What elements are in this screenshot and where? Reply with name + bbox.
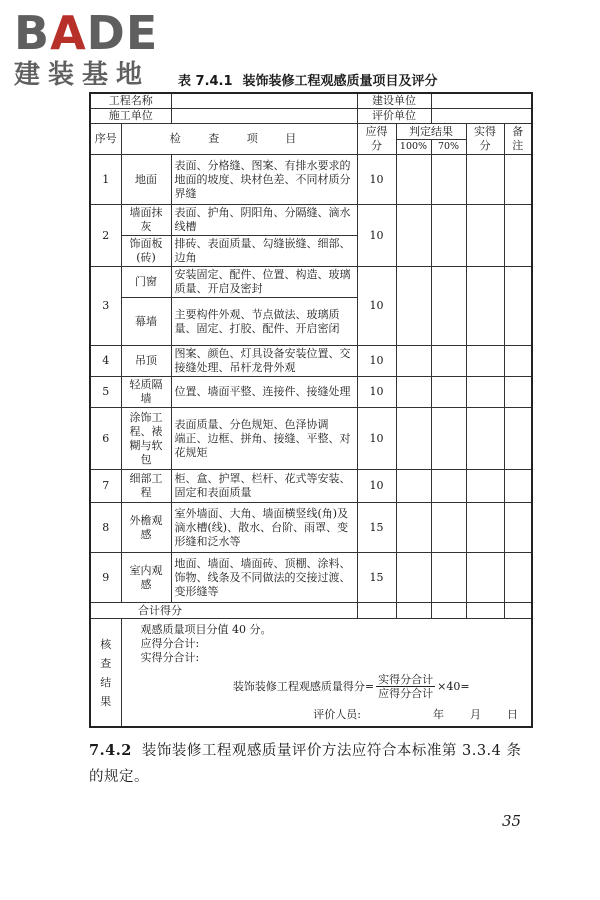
project-name-label: 工程名称 [90,93,171,109]
cell-note[interactable] [504,346,532,377]
header-note: 备注 [504,124,532,155]
header-100: 100% [396,140,431,155]
cell-100[interactable] [396,503,431,553]
row-seq: 6 [90,408,121,470]
cell-70[interactable] [431,205,466,267]
total-label: 合计得分 [90,603,357,619]
check-label: 核查结果 [90,619,121,728]
cell-actual[interactable] [466,377,504,408]
cell-actual[interactable] [466,408,504,470]
row-desc: 排砖、表面质量、勾缝嵌缝、细部、边角 [171,236,357,267]
formula-denominator: 应得分合计 [378,687,434,700]
row-seq: 8 [90,503,121,553]
cell-70[interactable] [431,267,466,346]
table-title [178,70,438,89]
cell-100[interactable] [396,205,431,267]
total-score[interactable] [357,603,396,619]
row-name: 墙面抹灰 [121,205,171,236]
evaluator-unit-label: 评价单位 [357,109,431,124]
row-name: 门窗 [121,267,171,298]
row-name: 涂饰工程、裱糊与软包 [121,408,171,470]
total-70[interactable] [431,603,466,619]
contractor-value[interactable] [171,109,357,124]
row-name: 饰面板(砖) [121,236,171,267]
row-score: 15 [357,503,396,553]
formula-prefix: 装饰装修工程观感质量得分= [232,679,375,693]
quality-evaluation-table [89,92,533,728]
row-seq: 4 [90,346,121,377]
row-name: 地面 [121,155,171,205]
total-note[interactable] [504,603,532,619]
total-100[interactable] [396,603,431,619]
builder-label: 建设单位 [357,93,431,109]
year-label: 年 [433,708,444,721]
cell-actual[interactable] [466,553,504,603]
row-seq: 7 [90,470,121,503]
cell-note[interactable] [504,205,532,267]
header-70: 70% [431,140,466,155]
cell-70[interactable] [431,155,466,205]
logo-subtitle: 建装基地 [14,60,151,90]
cell-100[interactable] [396,267,431,346]
row-desc: 室外墙面、大角、墙面横竖线(角)及滴水槽(线)、散水、台阶、雨罩、变形缝和泛水等 [171,503,357,553]
page-number: 35 [502,812,522,830]
row-seq: 1 [90,155,121,205]
table-row [90,205,532,236]
evaluator-label: 评价人员: [313,708,361,721]
table-row [90,503,532,553]
cell-100[interactable] [396,408,431,470]
row-seq: 9 [90,553,121,603]
cell-70[interactable] [431,503,466,553]
logo-wordmark: BADE [14,6,159,60]
row-name: 外檐观感 [121,503,171,553]
check-content [121,619,532,728]
table-row [90,470,532,503]
cell-100[interactable] [396,377,431,408]
row-name: 细部工程 [121,470,171,503]
day-label: 日 [507,708,518,721]
table-row [90,346,532,377]
row-seq: 5 [90,377,121,408]
row-desc: 位置、墙面平整、连接件、接缝处理 [171,377,357,408]
row-desc: 柜、盒、护罩、栏杆、花式等安装、固定和表面质量 [171,470,357,503]
row-name: 室内观感 [121,553,171,603]
header-judge: 判定结果 [396,124,466,140]
table-caption: 装饰装修工程观感质量项目及评分 [242,74,438,89]
header-item: 检 查 项 目 [121,124,357,155]
cell-note[interactable] [504,503,532,553]
row-desc [171,408,357,470]
cell-70[interactable] [431,470,466,503]
row-desc: 安装固定、配件、位置、构造、玻璃质量、开启及密封 [171,267,357,298]
cell-actual[interactable] [466,503,504,553]
row-score: 15 [357,553,396,603]
cell-note[interactable] [504,470,532,503]
cell-100[interactable] [396,155,431,205]
row-score: 10 [357,470,396,503]
cell-100[interactable] [396,470,431,503]
cell-actual[interactable] [466,470,504,503]
total-row [90,603,532,619]
cell-70[interactable] [431,408,466,470]
clause-number: 7.4.2 [89,742,132,759]
check-result-row [90,619,532,728]
month-label: 月 [470,708,481,721]
row-desc: 表面、分格缝、图案、有排水要求的地面的坡度、块材色差、不同材质分界缝 [171,155,357,205]
row-desc: 表面、护角、阴阳角、分隔缝、滴水线槽 [171,205,357,236]
header-score: 应得分 [357,124,396,155]
formula-suffix: ×40= [437,679,470,693]
row-seq: 2 [90,205,121,267]
row-score: 10 [357,205,396,267]
row-score: 10 [357,377,396,408]
row-seq: 3 [90,267,121,346]
clause-paragraph [89,738,534,790]
formula-fraction [376,673,435,700]
table-row [90,377,532,408]
cell-100[interactable] [396,346,431,377]
cell-actual[interactable] [466,267,504,346]
contractor-label: 施工单位 [90,109,171,124]
cell-actual[interactable] [466,205,504,267]
table-number: 表 7.4.1 [178,74,233,89]
cell-70[interactable] [431,553,466,603]
row-desc-line2: 端正、边框、拼角、接缝、平整、对花规矩 [174,431,351,459]
cell-note[interactable] [504,267,532,346]
row-score: 10 [357,267,396,346]
builder-value[interactable] [431,93,532,109]
cell-70[interactable] [431,377,466,408]
cell-note[interactable] [504,155,532,205]
cell-actual[interactable] [466,155,504,205]
formula-numerator: 实得分合计 [378,673,434,686]
cell-note[interactable] [504,377,532,408]
cell-note[interactable] [504,553,532,603]
cell-actual[interactable] [466,346,504,377]
table-row [90,155,532,205]
check-line-1: 观感质量项目分值 40 分。 [140,623,272,636]
cell-note[interactable] [504,408,532,470]
publisher-logo [14,8,158,90]
row-desc: 地面、墙面、墙面砖、顶棚、涂料、饰物、线条及不同做法的交接过渡、变形缝等 [171,553,357,603]
check-line-2: 应得分合计: [140,637,200,650]
row-score: 10 [357,408,396,470]
row-desc-line1: 表面质量、分色规矩、色泽协调 [174,417,329,431]
row-score: 10 [357,346,396,377]
cell-70[interactable] [431,346,466,377]
table-row [90,553,532,603]
row-name: 幕墙 [121,298,171,346]
score-formula [181,673,523,700]
header-actual: 实得分 [466,124,504,155]
header-seq: 序号 [90,124,121,155]
table-row [90,408,532,470]
row-score: 10 [357,155,396,205]
project-name-value[interactable] [171,93,357,109]
table-row [90,267,532,298]
row-name: 吊顶 [121,346,171,377]
check-line-3: 实得分合计: [140,651,200,664]
row-desc: 图案、颜色、灯具设备安装位置、交接缝处理、吊杆龙骨外观 [171,346,357,377]
signature-line [141,708,523,722]
total-actual[interactable] [466,603,504,619]
row-desc: 主要构件外观、节点做法、玻璃质量、固定、打胶、配件、开启密闭 [171,298,357,346]
clause-text: 装饰装修工程观感质量评价方法应符合本标准第 3.3.4 条的规定。 [89,743,522,785]
cell-100[interactable] [396,553,431,603]
evaluator-unit-value[interactable] [431,109,532,124]
row-name: 轻质隔墙 [121,377,171,408]
